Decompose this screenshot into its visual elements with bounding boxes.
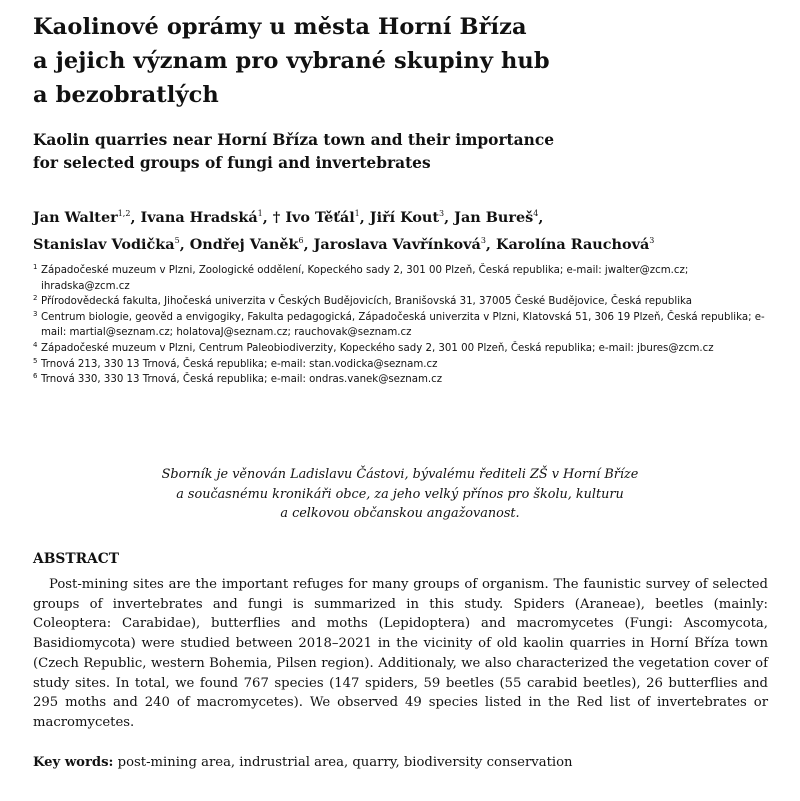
author-name: † Ivo Těťál — [272, 209, 355, 226]
author-separator: , — [303, 236, 314, 253]
affiliation-item — [33, 357, 773, 373]
author-affiliation: 3 — [649, 236, 655, 245]
title-czech-line: Kaolinové oprámy u města Horní Bříza — [33, 14, 527, 40]
affiliation-item — [33, 341, 773, 357]
affiliation-number: 4 — [33, 340, 38, 349]
author-name: Jaroslava Vavřínková — [313, 236, 481, 253]
author-line — [33, 229, 773, 256]
affiliation-item — [33, 310, 773, 341]
author-affiliation: 6 — [298, 236, 304, 245]
affiliation-item — [33, 263, 773, 294]
author-affiliation: 1 — [257, 209, 263, 218]
author-affiliation: 4 — [533, 209, 539, 218]
title-czech-line: a jejich význam pro vybrané skupiny hub — [33, 48, 550, 74]
title-english-line: Kaolin quarries near Horní Bříza town and their importance — [33, 131, 554, 149]
title-english-line: for selected groups of fungi and invertebrates — [33, 154, 431, 172]
dedication — [60, 465, 740, 524]
title-english — [33, 129, 773, 175]
abstract-heading: ABSTRACT — [33, 551, 120, 567]
author-line — [33, 202, 773, 229]
affiliation-text: Centrum biologie, geověd a envigogiky, Fakulta pedagogická, Západočeská univerzita v Plzni, Klatovská 51, 306 19 Plzeň, Česká republika; e-mail: martial@seznam.cz; holatovaJ@seznam.cz; rauchovak@seznam.cz — [41, 311, 765, 339]
keywords — [33, 753, 773, 772]
affiliation-list — [33, 263, 773, 388]
affiliation-text: Trnová 213, 330 13 Trnová, Česká republika; e-mail: stan.vodicka@seznam.cz — [41, 358, 438, 370]
keywords-text: post-mining area, indrustrial area, quarry, biodiversity conservation — [113, 755, 573, 770]
affiliation-number: 2 — [33, 294, 38, 303]
author-name: Jan Bureš — [454, 209, 534, 226]
author-affiliation: 5 — [174, 236, 180, 245]
author-name: Stanislav Vodička — [33, 236, 175, 253]
dedication-line: a celkovou občanskou angažovanost. — [280, 506, 520, 521]
affiliation-text: Trnová 330, 330 13 Trnová, Česká republika; e-mail: ondras.vanek@seznam.cz — [41, 374, 443, 386]
affiliation-item — [33, 294, 773, 310]
dedication-line: a současnému kronikáři obce, za jeho velký přínos pro školu, kulturu — [176, 486, 624, 502]
author-name: Karolína Rauchová — [495, 236, 650, 253]
title-czech — [33, 10, 773, 112]
author-separator: , — [130, 209, 141, 226]
author-separator: , — [179, 236, 190, 253]
affiliation-number: 1 — [33, 263, 38, 271]
affiliation-number: 5 — [33, 356, 38, 365]
author-separator: , — [359, 209, 370, 226]
abstract-text: Post-mining sites are the important refuges for many groups of organism. The faunistic survey of selected groups of invertebrates and fungi is summarized in this study. Spiders (Araneae), beetles (mainly: Coleoptera: Carabidae), butterflies and moths (Lepidoptera) and macromycetes (Fungi: Ascomycota, Basidiomycota) were studied between 2018–2021 in the vicinity of old kaolin quarries in Horní Bříza town (Czech Republic, western Bohemia, Pilsen region). Additionaly, we also characterized the vegetation cover of study sites. In total, we found 767 species (147 spiders, 59 beetles (55 carabid beetles), 26 butterflies and 295 moths and 240 of macromycetes). We observed 49 species listed in the Red list of invertebrates or macromycetes. — [33, 577, 768, 730]
affiliation-text: Západočeské muzeum v Plzni, Zoologické oddělení, Kopeckého sady 2, 301 00 Plzeň, Česká republika; e-mail: jwalter@zcm.cz; ihradska@zcm.cz — [41, 265, 689, 292]
affiliation-number: 3 — [33, 309, 38, 318]
affiliation-item — [33, 372, 773, 388]
author-affiliation: 1 — [354, 209, 360, 218]
author-affiliation: 1,2 — [117, 209, 131, 218]
author-name: Jan Walter — [33, 209, 118, 226]
author-separator: , — [262, 209, 273, 226]
keywords-label: Key words: — [33, 755, 114, 770]
affiliation-number: 6 — [33, 372, 38, 381]
author-separator: , — [444, 209, 455, 226]
title-czech-line: a bezobratlých — [33, 82, 219, 108]
author-separator: , — [538, 209, 544, 226]
affiliation-text: Přírodovědecká fakulta, Jihočeská univerzita v Českých Budějovicích, Branišovská 31, 37005 České Budějovice, Česká republika — [41, 296, 692, 308]
affiliation-text: Západočeské muzeum v Plzni, Centrum Paleobiodiverzity, Kopeckého sady 2, 301 00 Plzeň, Česká republika; e-mail: jbures@zcm.cz — [41, 342, 714, 354]
author-list — [33, 202, 773, 256]
author-name: Ondřej Vaněk — [189, 236, 299, 253]
author-affiliation: 3 — [439, 209, 445, 218]
author-name: Ivana Hradská — [140, 209, 258, 226]
author-affiliation: 3 — [480, 236, 486, 245]
dedication-line: Sborník je věnován Ladislavu Částovi, bývalému řediteli ZŠ v Horní Bříze — [161, 467, 639, 482]
author-name: Jiří Kout — [369, 209, 440, 226]
author-separator: , — [485, 236, 496, 253]
